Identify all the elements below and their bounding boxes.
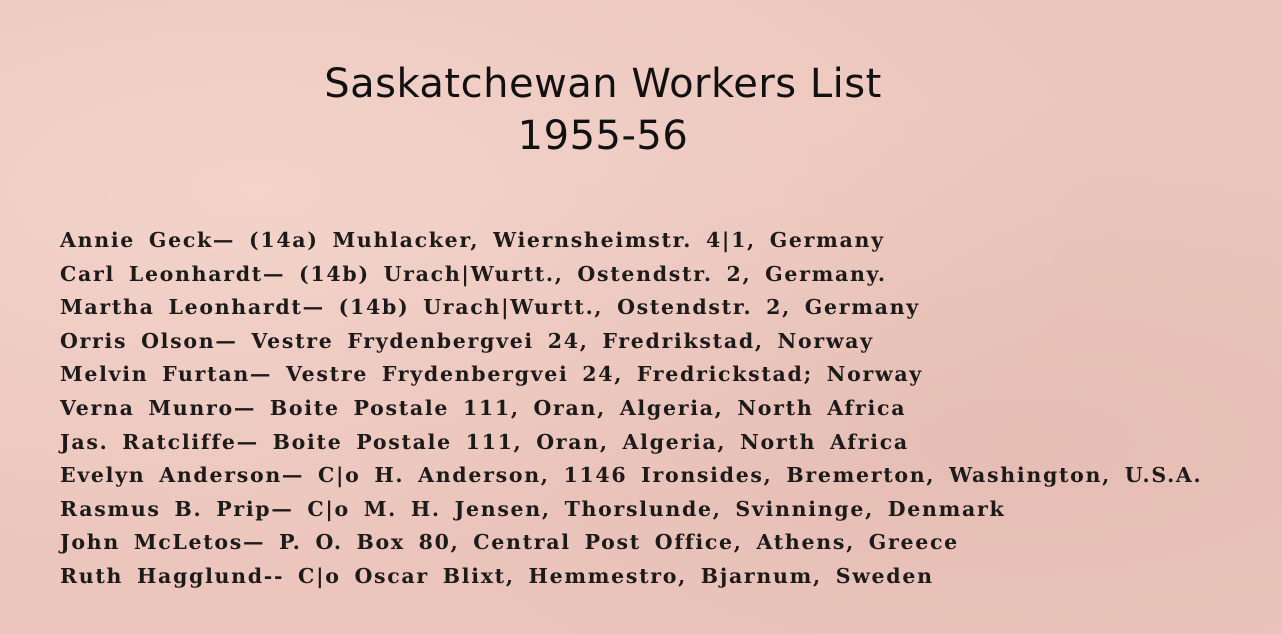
list-item: Martha Leonhardt— (14b) Urach|Wurtt., Ostendstr. 2, Germany bbox=[60, 295, 920, 320]
list-item: Carl Leonhardt— (14b) Urach|Wurtt., Ostendstr. 2, Germany. bbox=[60, 261, 887, 286]
list-item: Orris Olson— Vestre Frydenbergvei 24, Fredrikstad, Norway bbox=[60, 328, 874, 353]
list-item: Ruth Hagglund-- C|o Oscar Blixt, Hemmestro, Bjarnum, Sweden bbox=[60, 563, 934, 588]
title-line-1: Saskatchewan Workers List bbox=[324, 61, 882, 107]
list-item: Evelyn Anderson— C|o H. Anderson, 1146 Ironsides, Bremerton, Washington, U.S.A. bbox=[60, 463, 1203, 488]
page-title bbox=[0, 58, 1206, 162]
title-line-2: 1955-56 bbox=[517, 113, 689, 159]
list-item: Jas. Ratcliffe— Boite Postale 111, Oran, Algeria, North Africa bbox=[60, 429, 909, 454]
list-item: John McLetos— P. O. Box 80, Central Post Office, Athens, Greece bbox=[60, 530, 959, 555]
list-item: Melvin Furtan— Vestre Frydenbergvei 24, Fredrickstad; Norway bbox=[60, 362, 923, 387]
list-item: Annie Geck— (14a) Muhlacker, Wiernsheimstr. 4|1, Germany bbox=[60, 228, 885, 252]
list-item: Rasmus B. Prip— C|o M. H. Jensen, Thorslunde, Svinninge, Denmark bbox=[60, 496, 1006, 521]
workers-list bbox=[60, 224, 1275, 594]
list-item: Verna Munro— Boite Postale 111, Oran, Algeria, North Africa bbox=[60, 395, 907, 420]
